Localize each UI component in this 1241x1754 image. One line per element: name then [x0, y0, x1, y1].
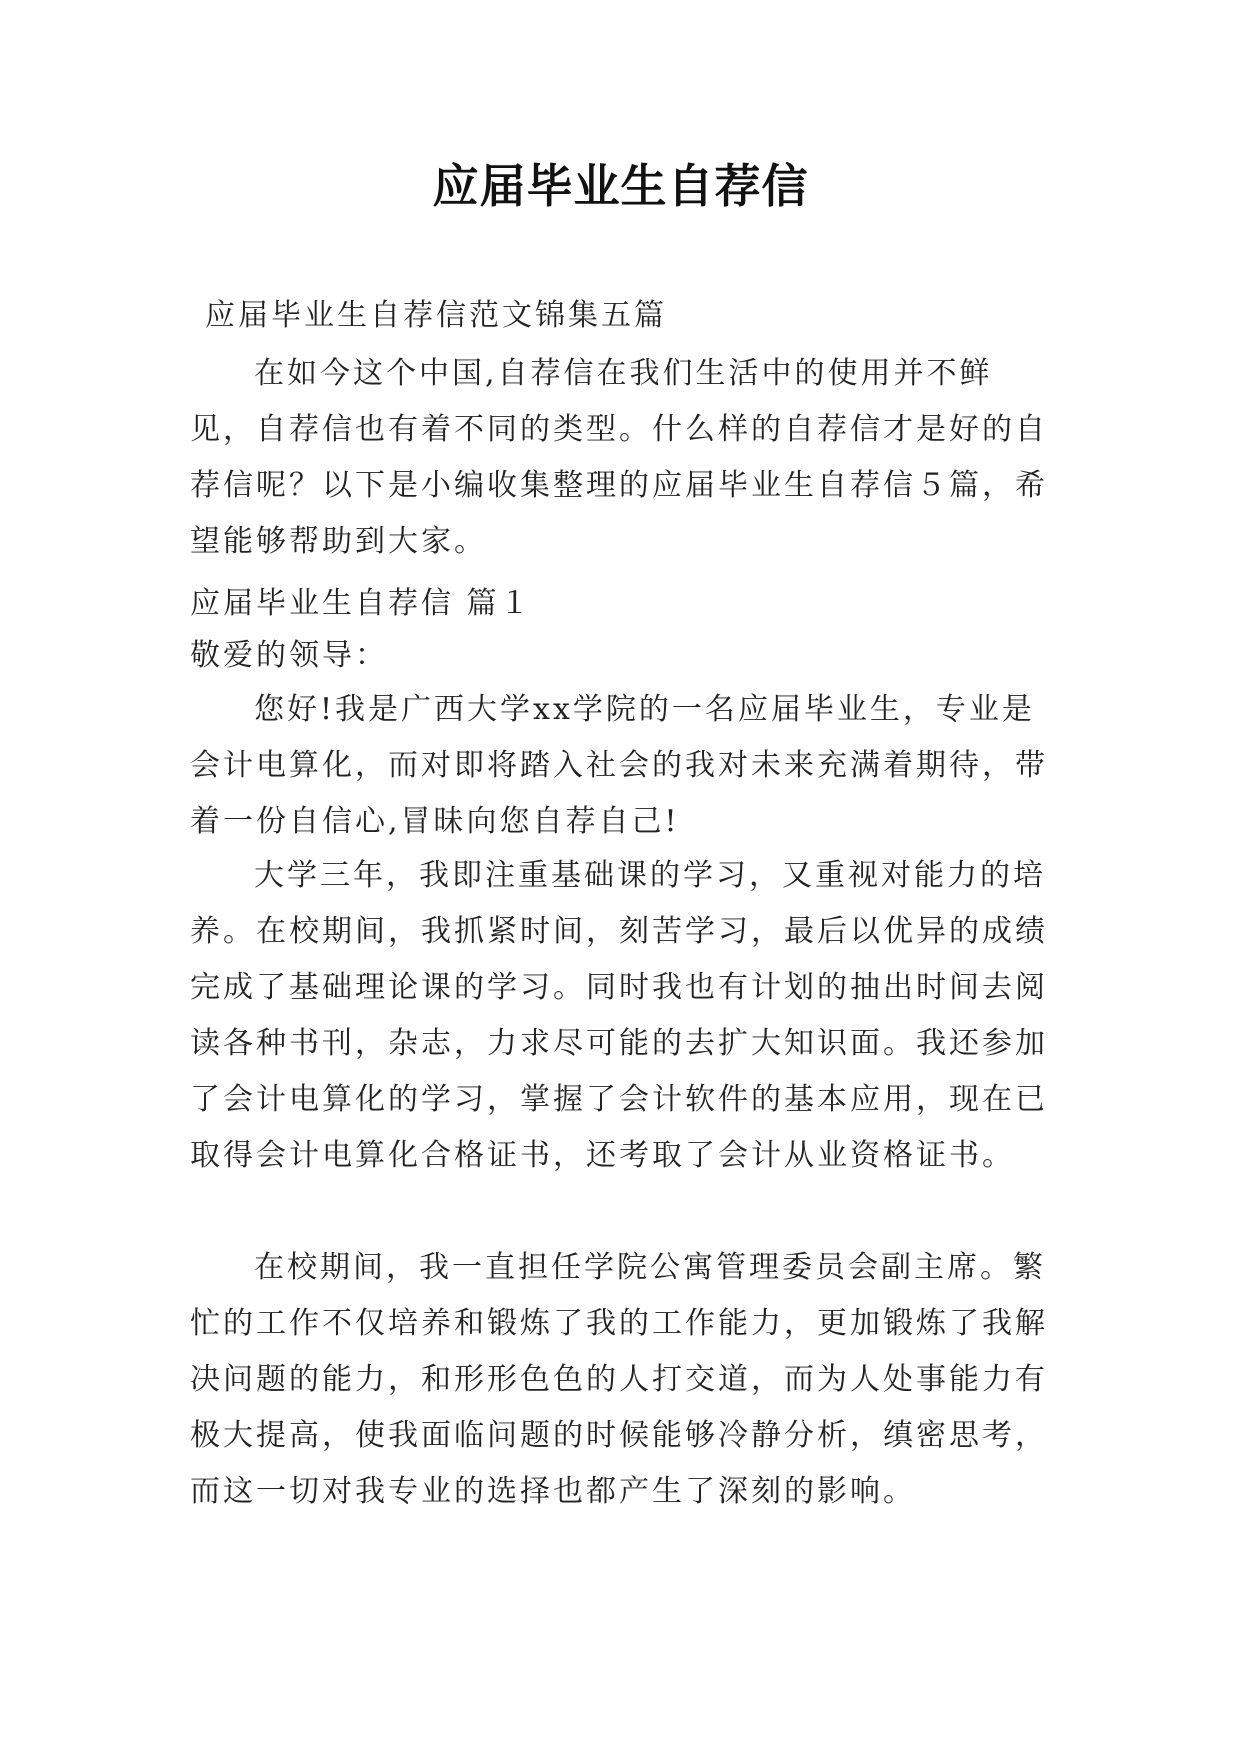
body-paragraph-1: 您好!我是广西大学xx学院的一名应届毕业生，专业是会计电算化，而对即将踏入社会的我对未来充满着期待，带着一份自信心,冒昧向您自荐自己! — [190, 692, 1048, 839]
salutation: 敬爱的领导： — [190, 638, 388, 673]
document-title: 应届毕业生自荐信 — [432, 159, 809, 213]
body-paragraph-3: 在校期间，我一直担任学院公寓管理委员会副主席。繁忙的工作不仅培养和锻炼了我的工作能力，更加锻炼了我解决问题的能力，和形形色色的人打交道，而为人处事能力有极大提高，使我面临问题的时候能够冷静分析，缜密思考，而这一切对我专业的选择也都产生了深刻的影响。 — [190, 1250, 1048, 1509]
body-paragraph-2: 大学三年，我即注重基础课的学习，又重视对能力的培养。在校期间，我抓紧时间，刻苦学习，最后以优异的成绩完成了基础理论课的学习。同时我也有计划的抽出时间去阅读各种书刊，杂志，力求尽可能的去扩大知识面。我还参加了会计电算化的学习，掌握了会计软件的基本应用，现在已取得会计电算化合格证书，还考取了会计从业资格证书。 — [190, 858, 1048, 1173]
section-heading: 应届毕业生自荐信 篇１ — [190, 586, 533, 621]
intro-paragraph: 在如今这个中国,自荐信在我们生活中的使用并不鲜见，自荐信也有着不同的类型。什么样的自荐信才是好的自荐信呢？以下是小编收集整理的应届毕业生自荐信５篇，希望能够帮助到大家。 — [190, 356, 1048, 559]
document-subtitle: 应届毕业生自荐信范文锦集五篇 — [205, 298, 667, 333]
